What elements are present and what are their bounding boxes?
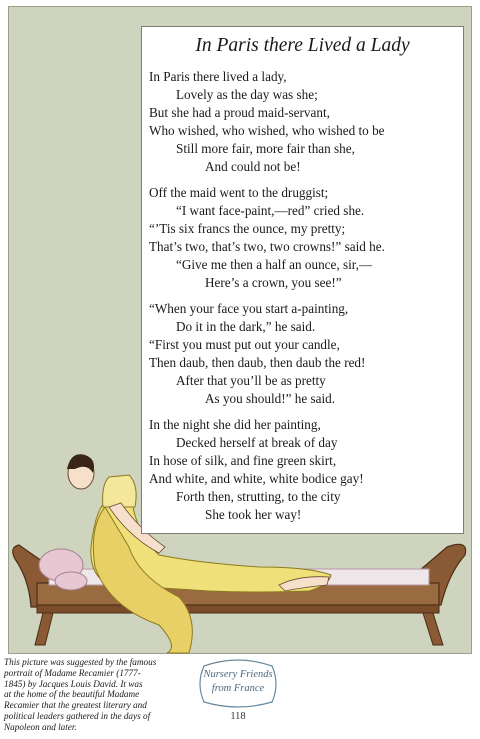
caption-line: Napoleon and later. [4,721,77,732]
illustration-caption [4,657,200,733]
poem-line: “’Tis six francs the ounce, my pretty; [149,221,346,236]
poem-line: She took her way! [205,507,302,522]
poem-line: But she had a proud maid-servant, [149,105,330,120]
logo-line-1: Nursery Friends [203,669,273,680]
poem-line: Lovely as the day was she; [176,87,318,102]
caption-line: portrait of Madame Recamier (1777- [4,667,141,678]
poem-line: Here’s a crown, you see!” [205,275,342,290]
poem-line: In Paris there lived a lady, [149,69,287,84]
poem-line: “First you must put out your candle, [149,337,340,352]
poem-line: And white, and white, white bodice gay! [149,471,364,486]
chaise-longue [13,544,466,645]
logo-line-2: from France [211,683,265,694]
caption-line: political leaders gathered in the days of [4,710,151,721]
caption-line: 1845) by Jacques Louis David. It was [4,678,143,689]
caption-line: This picture was suggested by the famous [4,657,157,667]
poem-line: After that you’ll be as pretty [176,373,326,388]
poem-line: “I want face-paint,—red” cried she. [176,203,365,218]
poem-line: As you should!” he said. [205,391,336,406]
poem-line: And could not be! [205,159,301,174]
caption-line: Recamier that the greatest literary and [4,700,147,711]
caption-line: at the home of the beautiful Madame [4,689,140,700]
poem-line: “Give me then a half an ounce, sir,— [176,257,373,272]
poem-line: In hose of silk, and fine green skirt, [149,453,337,468]
poem-title: In Paris there Lived a Lady [195,35,410,56]
poem-box [141,26,464,534]
page-number: 118 [230,711,246,722]
poem-line: Decked herself at break of day [176,435,338,450]
poem-line: In the night she did her painting, [149,417,321,432]
book-logo [196,656,280,726]
poem-line: Still more fair, more fair than she, [176,141,355,156]
poem-line: Off the maid went to the druggist; [149,185,329,200]
poem-line: Do it in the dark,” he said. [176,319,316,334]
poem-line: Who wished, who wished, who wished to be [149,123,385,138]
poem-line: “When your face you start a-painting, [149,301,349,316]
poem-line: That’s two, that’s two, two crowns!” said he. [149,239,385,254]
poem-line: Forth then, strutting, to the city [176,489,341,504]
poem-line: Then daub, then daub, then daub the red! [149,355,366,370]
